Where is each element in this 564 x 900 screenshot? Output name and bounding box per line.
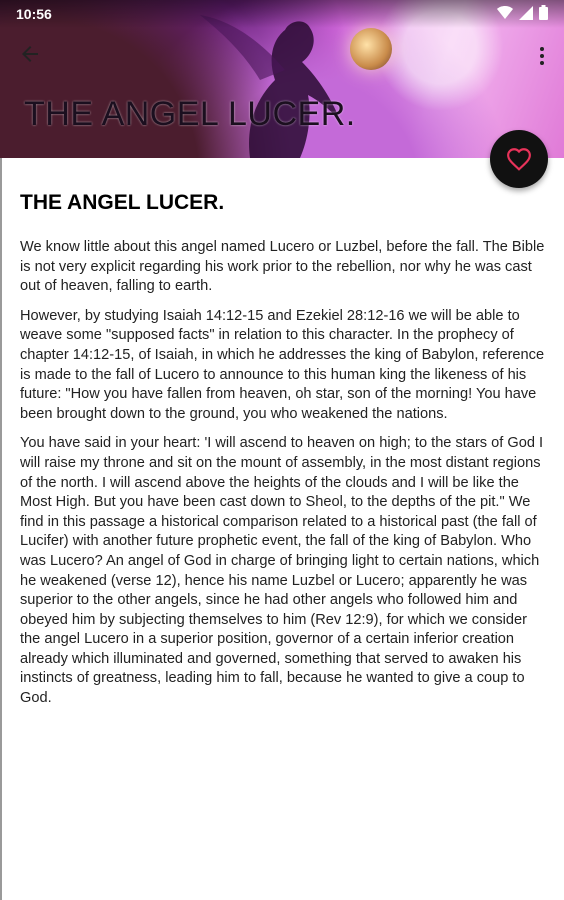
article-body: [20, 238, 550, 719]
wifi-icon: [497, 6, 513, 20]
status-bar: [0, 0, 564, 28]
heart-outline-icon: [506, 147, 532, 171]
article-content: [0, 158, 564, 900]
article-title: THE ANGEL LUCER.: [20, 191, 225, 214]
header-banner: [0, 0, 564, 158]
article-paragraph: You have said in your heart: 'I will ascend to heaven on high; to the stars of God I will raise my throne and sit on the mount of assembly, in the most distant regions of the north. I will ascend above the heights of the clouds and I will be like the Most High. But you have been cast down to Sheol, to the depths of the pit." We find in this passage a historical comparison related to a historical past (the fall of Lucifer) with another future prophetic event, the fall of the king of Babylon. Who was Lucero? An angel of God in charge of bringing light to certain nations, which he weakened (verse 12), hence his name Luzbel or Lucero; apparently he was superior to the other angels, since he had other angels who followed him and obeyed him by subjecting themselves to him (Rev 12:9), for which we consider the angel Lucero in a superior position, governor of a certain inferior creation already which illuminated and governed, something that served to awaken his instincts of greatness, leading him to fall, because he wanted to give a coup to God.: [20, 435, 544, 707]
article-paragraph: However, by studying Isaiah 14:12-15 and Ezekiel 28:12-16 we will be able to weave some "supposed facts" in relation to this character. In the prophecy of chapter 14:12-15, of Isaiah, in which he addresses the king of Babylon, reference is made to the fall of Lucero to announce to this human king the likeness of his future: "How you have fallen from heaven, oh star, son of the morning! You have been brought down to the ground, you who weakened the nations.: [20, 307, 545, 422]
favorite-button[interactable]: [490, 130, 548, 188]
more-options-button[interactable]: [532, 42, 552, 70]
arrow-back-icon: [18, 42, 42, 66]
back-button[interactable]: [18, 42, 46, 70]
signal-icon: [519, 6, 533, 20]
toolbar-title: THE ANGEL LUCER.: [24, 95, 356, 133]
battery-icon: [539, 5, 548, 20]
status-time: 10:56: [16, 6, 52, 22]
planet-image: [350, 28, 392, 70]
more-vert-icon: [540, 47, 544, 51]
article-paragraph: We know little about this angel named Lucero or Luzbel, before the fall. The Bible is not very explicit regarding his work prior to the rebellion, nor why he was cast out of heaven, falling to earth.: [20, 239, 545, 295]
